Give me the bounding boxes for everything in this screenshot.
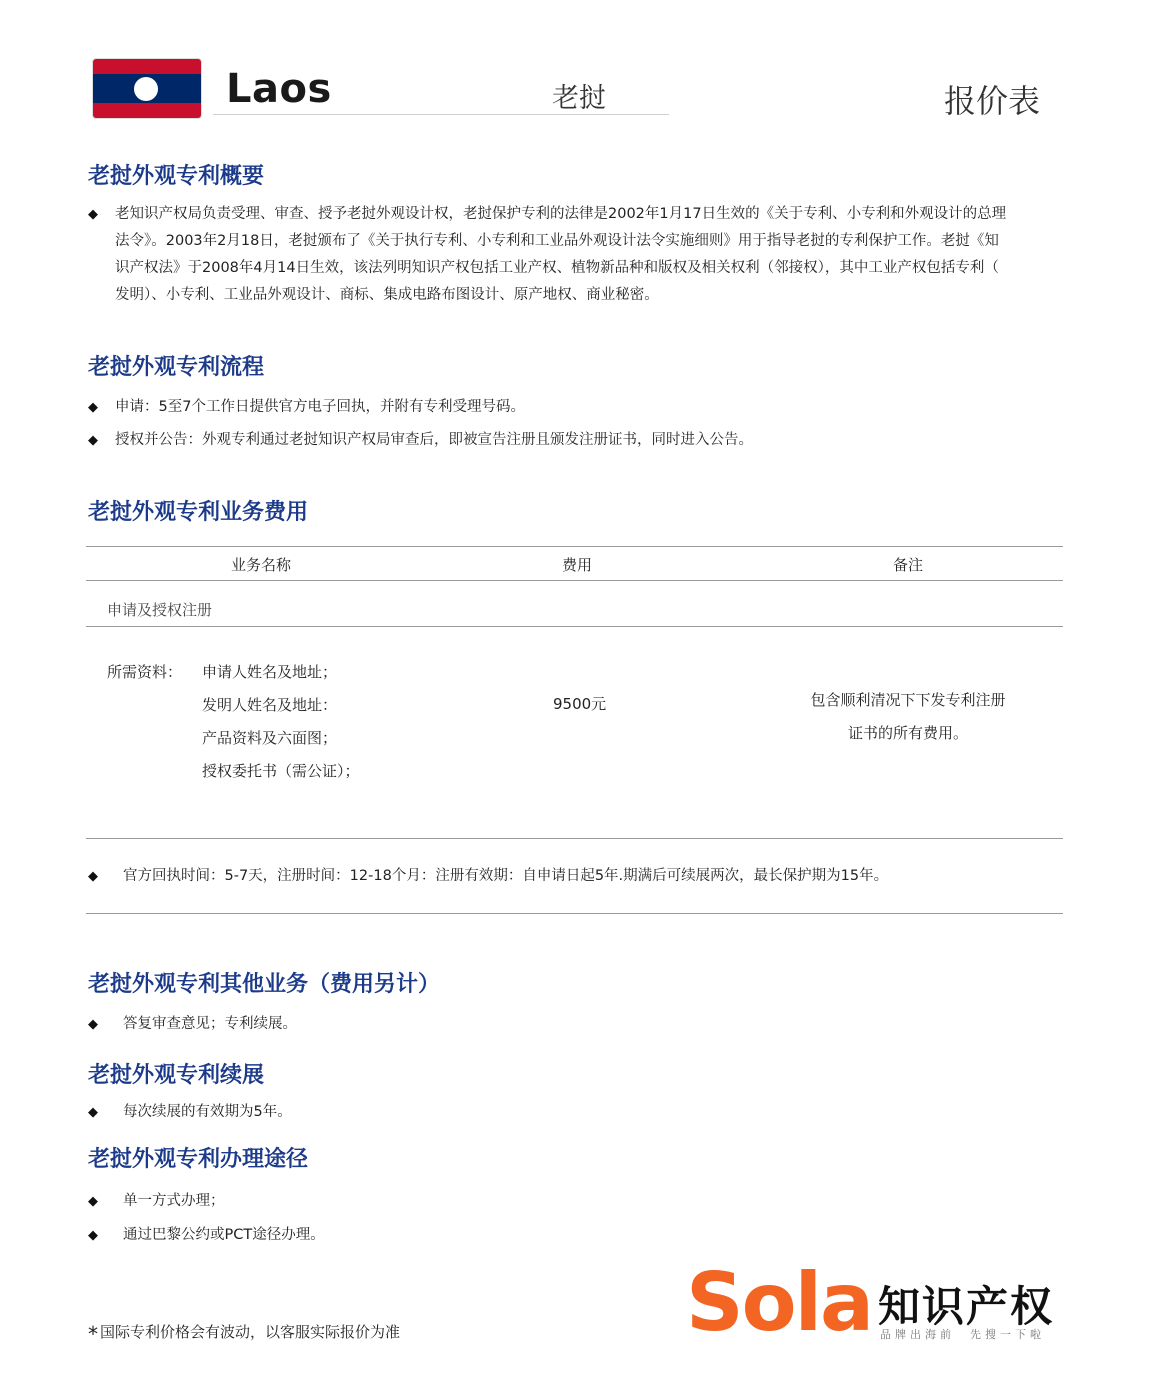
other-heading: 老挝外观专利其他业务（费用另计） bbox=[88, 972, 441, 997]
process-item: ◆ 申请：5至7个工作日提供官方电子回执，并附有专利受理号码。 bbox=[88, 394, 1048, 421]
overview-heading: 老挝外观专利概要 bbox=[88, 164, 265, 189]
column-header-service: 业务名称 bbox=[231, 556, 292, 574]
header-divider bbox=[213, 114, 669, 115]
table-top-rule bbox=[86, 546, 1063, 547]
bullet-diamond-icon: ◆ bbox=[88, 207, 98, 222]
fee-value: 9500元 bbox=[553, 695, 607, 713]
overview-line: 识产权法》于2008年4月14日生效，该法列明知识产权包括工业产权、植物新品种和版权及相关权利（邻接权），其中工业产权包括专利（ bbox=[115, 260, 999, 276]
bullet-diamond-icon: ◆ bbox=[88, 869, 98, 884]
renewal-item: ◆ 每次续展的有效期为5年。 bbox=[88, 1099, 1048, 1126]
sola-logo: Sola bbox=[686, 1256, 872, 1349]
other-item: ◆ 答复审查意见；专利续展。 bbox=[88, 1011, 1048, 1038]
laos-flag bbox=[93, 59, 201, 118]
routes-item: ◆ 单一方式办理； bbox=[88, 1188, 1048, 1215]
routes-heading: 老挝外观专利办理途径 bbox=[88, 1147, 309, 1172]
bullet-diamond-icon: ◆ bbox=[88, 433, 98, 448]
asterisk-icon: * bbox=[88, 1322, 98, 1346]
country-name-en: Laos bbox=[226, 66, 332, 112]
process-heading: 老挝外观专利流程 bbox=[88, 355, 265, 380]
materials-label: 所需资料： bbox=[107, 663, 183, 681]
column-header-note: 备注 bbox=[893, 556, 924, 574]
table-row-group: 申请及授权注册 bbox=[107, 601, 213, 619]
bullet-diamond-icon: ◆ bbox=[88, 1105, 98, 1120]
sola-logo-cn: 知识产权 bbox=[878, 1282, 1055, 1331]
process-item: ◆ 授权并公告：外观专利通过老挝知识产权局审查后，即被宣告注册且颁发注册证书，同时进入公告。 bbox=[88, 427, 1048, 454]
table-bottom-rule bbox=[86, 838, 1063, 839]
overview-line: 法令》。2003年2月18日，老挝颁布了《关于执行专利、小专利和工业品外观设计法令实施细则》用于指导老挝的专利保护工作。老挝《知 bbox=[115, 233, 999, 249]
fees-footnote: ◆ 官方回执时间：5-7天，注册时间：12-18个月：注册有效期：自申请日起5年.期满后可续展两次，最长保护期为15年。 bbox=[88, 863, 1058, 890]
overview-paragraph bbox=[88, 201, 1058, 309]
renewal-heading: 老挝外观专利续展 bbox=[88, 1063, 265, 1088]
bullet-diamond-icon: ◆ bbox=[88, 400, 98, 415]
sola-slogan: 品牌出海前 先搜一下啦 bbox=[880, 1328, 1045, 1341]
bullet-diamond-icon: ◆ bbox=[88, 1194, 98, 1209]
material-item: 产品资料及六面图； bbox=[202, 729, 338, 747]
material-item: 发明人姓名及地址： bbox=[202, 696, 338, 714]
fee-note-line: 证书的所有费用。 bbox=[847, 724, 968, 742]
document-title: 报价表 bbox=[944, 82, 1041, 120]
fees-heading: 老挝外观专利业务费用 bbox=[88, 500, 309, 525]
price-disclaimer: * 国际专利价格会有波动，以客服实际报价为准 bbox=[88, 1322, 401, 1346]
material-item: 申请人姓名及地址； bbox=[202, 663, 338, 681]
table-row-rule bbox=[86, 626, 1063, 627]
bullet-diamond-icon: ◆ bbox=[88, 1017, 98, 1032]
country-name-cn: 老挝 bbox=[552, 83, 606, 114]
fee-note-line: 包含顺利清况下下发专利注册 bbox=[810, 691, 1006, 709]
bullet-diamond-icon: ◆ bbox=[88, 1228, 98, 1243]
column-header-fee: 费用 bbox=[562, 556, 593, 574]
overview-line: 老知识产权局负责受理、审查、授予老挝外观设计权，老挝保护专利的法律是2002年1月17日生效的《关于专利、小专利和外观设计的总理 bbox=[115, 206, 1007, 222]
table-header-rule bbox=[86, 580, 1063, 581]
footnote-rule bbox=[86, 913, 1063, 914]
material-item: 授权委托书（需公证）； bbox=[202, 762, 360, 780]
overview-line: 发明）、小专利、工业品外观设计、商标、集成电路布图设计、原产地权、商业秘密。 bbox=[115, 287, 659, 303]
routes-item: ◆ 通过巴黎公约或PCT途径办理。 bbox=[88, 1222, 1048, 1249]
